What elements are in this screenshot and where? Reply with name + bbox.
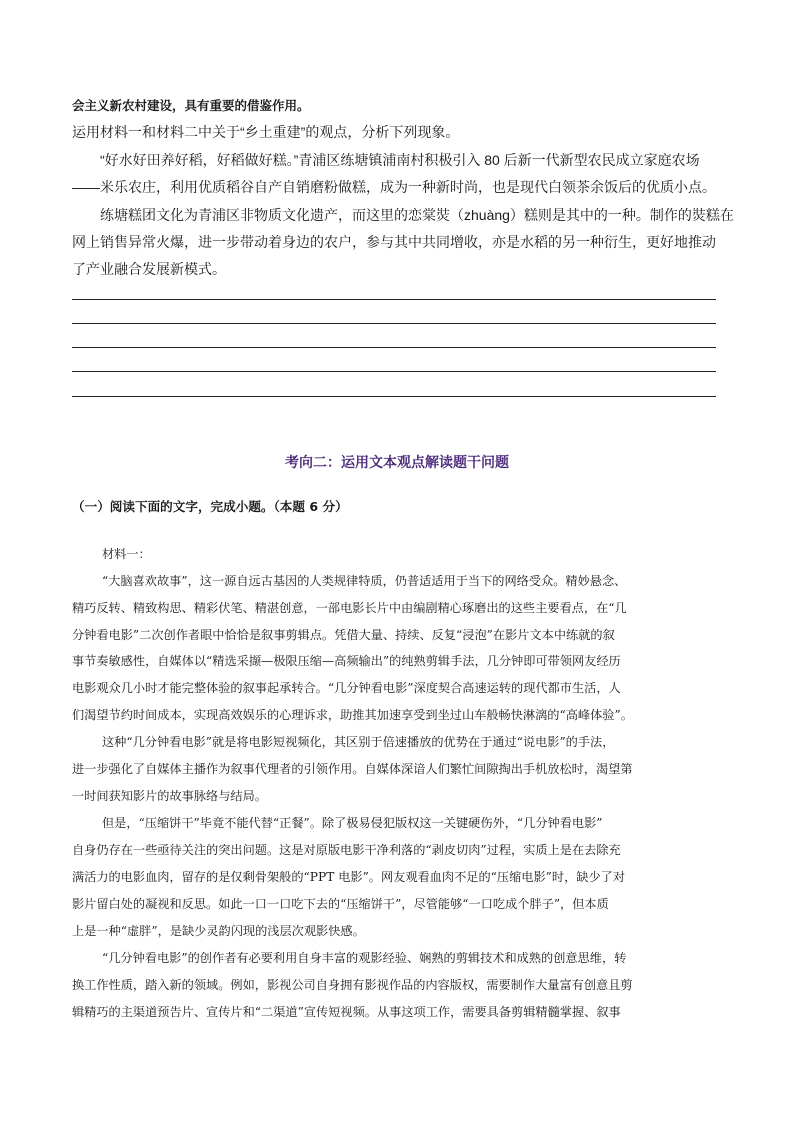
material-line: “几分钟看电影”的创作者有必要利用自身丰富的观影经验、娴熟的剪辑技术和成熟的创意思维，转 bbox=[102, 951, 627, 965]
material-line: 但是，“压缩饼干”毕竟不能代替“正餐”。除了极易侵犯版权这一关键硬伤外，“几分钟看电影” bbox=[102, 816, 603, 830]
answer-line[interactable] bbox=[72, 371, 716, 372]
material-line: 满活力的电影血肉，留存的是仅剩骨架般的“PPT 电影”。网友观看血肉不足的“压缩电影”时，缺少了对 bbox=[72, 870, 626, 884]
question-para1-line2: ——米乐农庄，利用优质稻谷自产自销磨粉做糕，成为一种新时尚，也是现代白领茶余饭后的优质小点。 bbox=[72, 179, 716, 195]
answer-line[interactable] bbox=[72, 323, 716, 324]
answer-line[interactable] bbox=[72, 299, 716, 300]
material-line: 一时间获知影片的故事脉络与结局。 bbox=[72, 789, 267, 803]
material-line: 自身仍存在一些亟待关注的突出问题。这是对原版电影干净利落的“剥皮切肉”过程，实质上是在去除充 bbox=[72, 843, 621, 857]
material-line: 辑精巧的主渠道预告片、宣传片和“二渠道”宣传短视频。从事这项工作，需要具备剪辑精髓掌握、叙事 bbox=[72, 1005, 621, 1019]
material-line: 换工作性质，踏入新的领域。例如，影视公司自身拥有影视作品的内容版权，需要制作大量富有创意且剪 bbox=[72, 978, 633, 992]
material-line: “大脑喜欢故事”，这一源自远古基因的人类规律特质，仍普适适用于当下的网络受众。精妙悬念、 bbox=[102, 574, 627, 588]
section-subtitle: （一）阅读下面的文字，完成小题。（本题 6 分） bbox=[72, 499, 348, 514]
question-para1-line1: “好水好田养好稻，好稻做好糕。”青浦区练塘镇浦南村积极引入 80 后新一代新型农民成立家庭农场 bbox=[100, 152, 700, 168]
question-para2-line2: 网上销售异常火爆，进一步带动着身边的农户，参与其中共同增收，亦是水稻的另一种衍生，更好地推动 bbox=[72, 234, 716, 250]
material-line: 影片留白处的凝视和反思。如此一口一口吃下去的“压缩饼干”，尽管能够“一口吃成个胖子”，但本质 bbox=[72, 897, 609, 911]
material-line: 事节奏敏感性，自媒体以“精选采撷—极限压缩—高频输出”的纯熟剪辑手法，几分钟即可带领网友经历 bbox=[72, 654, 621, 668]
material-line: 分钟看电影”二次创作者眼中恰恰是叙事剪辑点。凭借大量、持续、反复“浸泡”在影片文本中练就的叙 bbox=[72, 628, 615, 642]
material-line: 这种“几分钟看电影”就是将电影短视频化，其区别于倍速播放的优势在于通过“说电影”的手法， bbox=[102, 735, 615, 749]
answer-line[interactable] bbox=[72, 396, 716, 397]
answer-line[interactable] bbox=[72, 347, 716, 348]
material-line: 精巧反转、精致构思、精彩伏笔、精湛创意，一部电影长片中由编剧精心琢磨出的这些主要看点，在“几 bbox=[72, 601, 627, 615]
material-label: 材料一： bbox=[102, 547, 151, 561]
question-para2-line3: 了产业融合发展新模式。 bbox=[72, 261, 226, 277]
intro-line: 会主义新农村建设，具有重要的借鉴作用。 bbox=[72, 98, 310, 113]
material-line: 们渴望节约时间成本，实现高效娱乐的心理诉求，助推其加速享受到坐过山车般畅快淋漓的“高峰体验”。 bbox=[72, 708, 633, 722]
material-line: 进一步强化了自媒体主播作为叙事代理者的引领作用。自媒体深谙人们繁忙间隙掏出手机放松时，渴望第 bbox=[72, 762, 633, 776]
question-prompt: 运用材料一和材料二中关于“乡土重建”的观点，分析下列现象。 bbox=[72, 124, 460, 140]
question-para2-line1: 练塘糕团文化为青浦区非物质文化遗产，而这里的恋棠焋（zhuàng）糕则是其中的一种。制作的焋糕在 bbox=[100, 207, 734, 223]
material-line: 电影观众几小时才能完整体验的叙事起承转合。“几分钟看电影”深度契合高速运转的现代都市生活，人 bbox=[72, 681, 621, 695]
section-title: 考向二：运用文本观点解读题干问题 bbox=[285, 455, 509, 471]
material-line: 上是一种“虚胖”，是缺少灵韵闪现的浅层次观影快感。 bbox=[72, 924, 365, 938]
